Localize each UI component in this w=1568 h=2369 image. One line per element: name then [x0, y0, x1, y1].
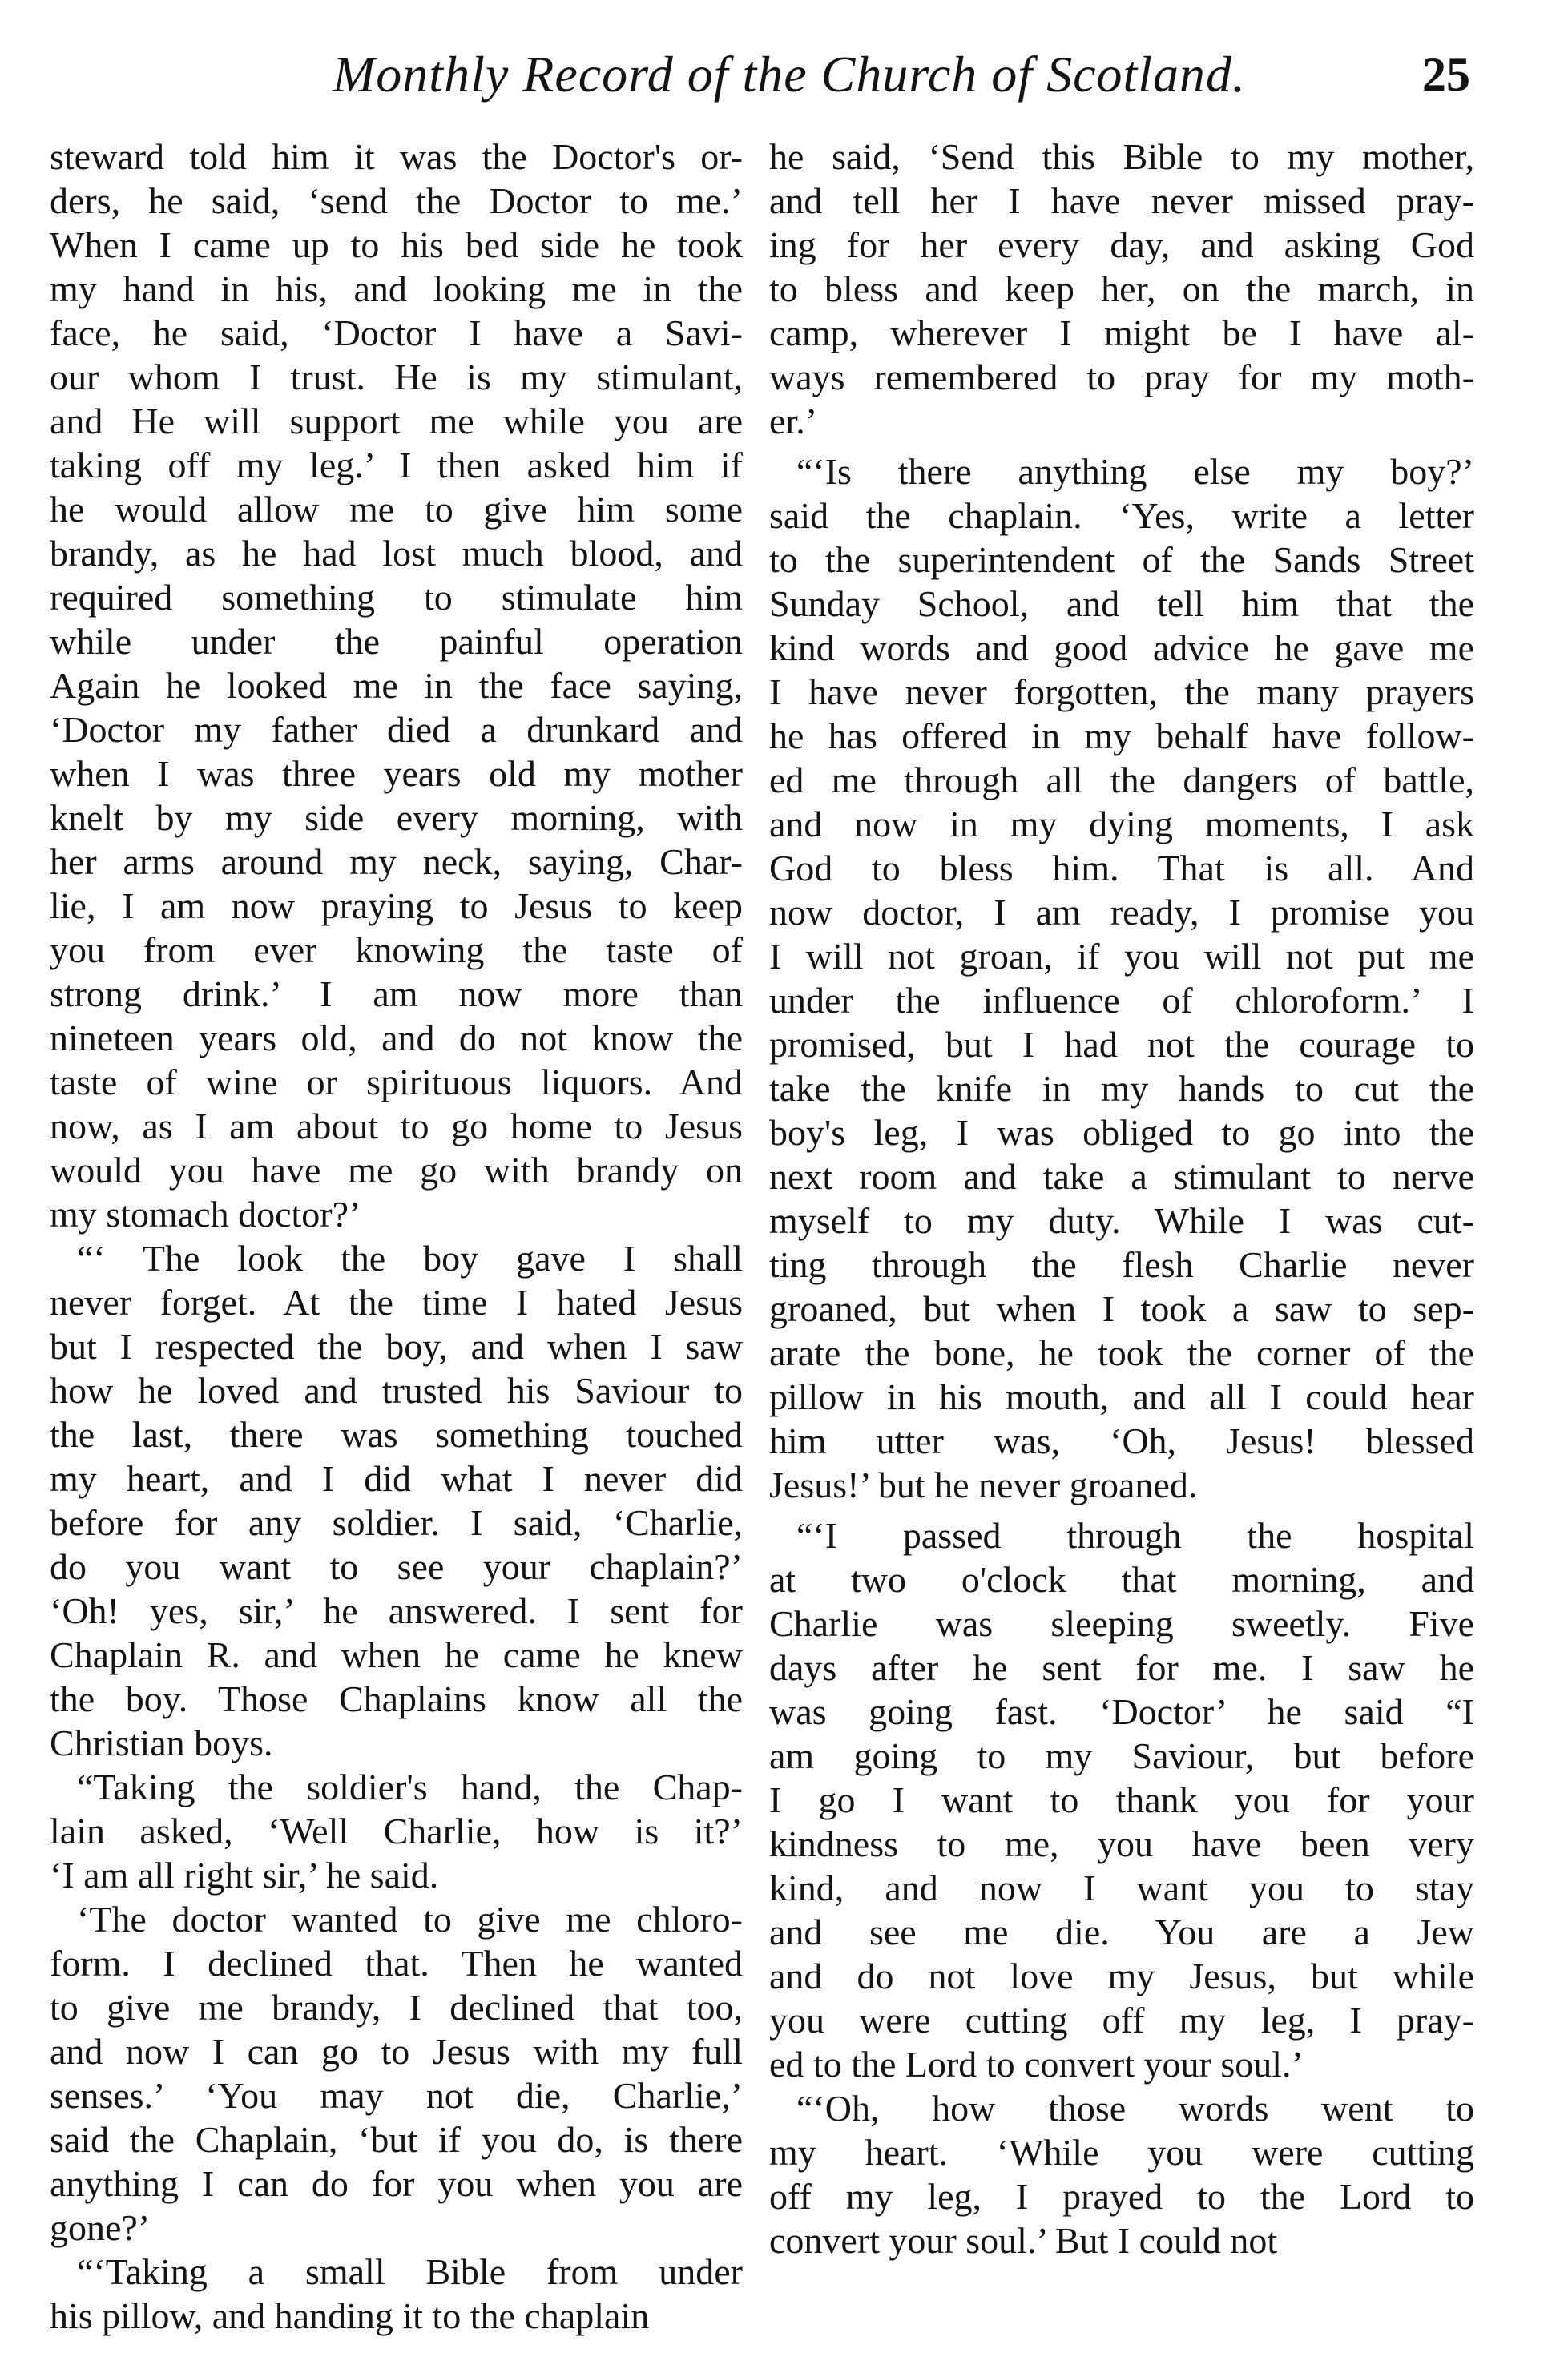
text-line: my stomach doctor?’: [50, 1194, 361, 1235]
text-line: lain asked, ‘Well Charlie, how is it?’: [50, 1811, 743, 1851]
text-line: and do not love my Jesus, but while: [769, 1956, 1474, 1996]
text-line: and He will support me while you are: [50, 401, 743, 441]
text-line: his pillow, and handing it to the chaplain: [50, 2295, 650, 2336]
text-line: before for any soldier. I said, ‘Charlie,: [50, 1502, 743, 1543]
left-text-column: [50, 135, 743, 2338]
text-line: myself to my duty. While I was cut-: [769, 1200, 1474, 1241]
text-line: ways remembered to pray for my moth-: [769, 357, 1474, 397]
text-line: “‘I passed through the hospital: [796, 1515, 1474, 1556]
text-line: do you want to see your chaplain?’: [50, 1546, 743, 1587]
text-line: nineteen years old, and do not know the: [50, 1017, 743, 1058]
text-line: anything I can do for you when you are: [50, 2163, 743, 2204]
text-line: Charlie was sleeping sweetly. Five: [769, 1603, 1474, 1644]
text-line: but I respected the boy, and when I saw: [50, 1326, 743, 1367]
text-line: Sunday School, and tell him that the: [769, 583, 1474, 624]
text-line: and tell her I have never missed pray-: [769, 180, 1474, 221]
text-line: am going to my Saviour, but before: [769, 1735, 1474, 1776]
running-header-title: Monthly Record of the Church of Scotland.: [332, 46, 1247, 103]
text-line: ing for her every day, and asking God: [769, 224, 1474, 265]
text-line: kind words and good advice he gave me: [769, 627, 1474, 668]
text-line: the boy. Those Chaplains know all the: [50, 1678, 743, 1719]
text-line: ting through the flesh Charlie never: [769, 1244, 1474, 1285]
text-line: lie, I am now praying to Jesus to keep: [50, 885, 743, 926]
text-line: “Taking the soldier's hand, the Chap-: [77, 1767, 743, 1807]
text-line: senses.’ ‘You may not die, Charlie,’: [50, 2075, 743, 2116]
text-line: my heart, and I did what I never did: [50, 1458, 743, 1499]
text-line: “‘Is there anything else my boy?’: [796, 451, 1474, 492]
text-line: taking off my leg.’ I then asked him if: [50, 445, 743, 485]
text-line: promised, but I had not the courage to: [769, 1024, 1474, 1065]
text-line: to bless and keep her, on the march, in: [769, 268, 1474, 309]
text-line: boy's leg, I was obliged to go into the: [769, 1112, 1474, 1153]
text-line: er.’: [769, 401, 818, 441]
text-line: the last, there was something touched: [50, 1414, 743, 1455]
text-line: Again he looked me in the face saying,: [50, 665, 743, 706]
text-line: kindness to me, you have been very: [769, 1823, 1474, 1864]
text-line: her arms around my neck, saying, Char-: [50, 841, 743, 882]
text-line: said the chaplain. ‘Yes, write a letter: [769, 495, 1474, 536]
text-line: kind, and now I want you to stay: [769, 1867, 1474, 1908]
text-line: convert your soul.’ But I could not: [769, 2220, 1278, 2261]
text-line: groaned, but when I took a saw to sep-: [769, 1288, 1474, 1329]
text-line: while under the painful operation: [50, 621, 743, 662]
text-line: face, he said, ‘Doctor I have a Savi-: [50, 312, 743, 353]
right-text-column: [769, 135, 1474, 2262]
text-line: and now in my dying moments, I ask: [769, 804, 1474, 844]
text-line: when I was three years old my mother: [50, 753, 743, 794]
text-line: Chaplain R. and when he came he knew: [50, 1634, 743, 1675]
text-line: and now I can go to Jesus with my full: [50, 2031, 743, 2072]
text-line: next room and take a stimulant to nerve: [769, 1156, 1474, 1197]
text-line: would you have me go with brandy on: [50, 1150, 743, 1191]
text-line: “‘Oh, how those words went to: [796, 2088, 1474, 2129]
text-line: I go I want to thank you for your: [769, 1779, 1474, 1820]
text-line: “‘ The look the boy gave I shall: [77, 1238, 743, 1279]
text-line: taste of wine or spirituous liquors. And: [50, 1062, 743, 1102]
text-line: under the influence of chloroform.’ I: [769, 980, 1474, 1021]
text-line: now doctor, I am ready, I promise you: [769, 892, 1474, 933]
text-line: off my leg, I prayed to the Lord to: [769, 2176, 1474, 2217]
text-line: When I came up to his bed side he took: [50, 224, 743, 265]
text-line: knelt by my side every morning, with: [50, 797, 743, 838]
text-line: ‘Oh! yes, sir,’ he answered. I sent for: [50, 1590, 743, 1631]
text-line: you were cutting off my leg, I pray-: [769, 2000, 1474, 2041]
text-line: God to bless him. That is all. And: [769, 848, 1474, 888]
text-line: you from ever knowing the taste of: [50, 929, 743, 970]
text-line: brandy, as he had lost much blood, and: [50, 533, 743, 574]
text-line: my heart. ‘While you were cutting: [769, 2132, 1474, 2173]
text-line: our whom I trust. He is my stimulant,: [50, 357, 743, 397]
text-line: he has offered in my behalf have follow-: [769, 715, 1474, 756]
text-line: ‘I am all right sir,’ he said.: [50, 1855, 439, 1896]
text-line: he said, ‘Send this Bible to my mother,: [769, 136, 1474, 177]
text-line: was going fast. ‘Doctor’ he said “I: [769, 1691, 1474, 1732]
text-line: ed me through all the dangers of battle,: [769, 759, 1474, 800]
text-line: ‘Doctor my father died a drunkard and: [50, 709, 743, 750]
text-line: ed to the Lord to convert your soul.’: [769, 2044, 1304, 2085]
text-line: ‘The doctor wanted to give me chloro-: [77, 1899, 743, 1940]
text-line: Jesus!’ but he never groaned.: [769, 1465, 1198, 1505]
text-line: him utter was, ‘Oh, Jesus! blessed: [769, 1420, 1474, 1461]
text-line: my hand in his, and looking me in the: [50, 268, 743, 309]
text-line: “‘Taking a small Bible from under: [77, 2251, 743, 2292]
text-line: days after he sent for me. I saw he: [769, 1647, 1474, 1688]
text-line: camp, wherever I might be I have al-: [769, 312, 1474, 353]
text-line: steward told him it was the Doctor's or-: [50, 136, 743, 177]
text-line: he would allow me to give him some: [50, 489, 743, 530]
text-line: required something to stimulate him: [50, 577, 743, 618]
text-line: now, as I am about to go home to Jesus: [50, 1106, 743, 1146]
page-number: 25: [1422, 48, 1470, 101]
text-line: arate the bone, he took the corner of the: [769, 1332, 1474, 1373]
text-line: gone?’: [50, 2207, 151, 2248]
text-line: ders, he said, ‘send the Doctor to me.’: [50, 180, 743, 221]
text-line: I will not groan, if you will not put me: [769, 936, 1474, 977]
text-line: never forget. At the time I hated Jesus: [50, 1282, 743, 1323]
text-line: take the knife in my hands to cut the: [769, 1068, 1474, 1109]
text-line: Christian boys.: [50, 1722, 273, 1763]
text-line: how he loved and trusted his Saviour to: [50, 1370, 743, 1411]
text-line: at two o'clock that morning, and: [769, 1559, 1474, 1600]
text-line: I have never forgotten, the many prayers: [769, 671, 1474, 712]
text-line: pillow in his mouth, and all I could hear: [769, 1376, 1474, 1417]
text-line: said the Chaplain, ‘but if you do, is there: [50, 2119, 743, 2160]
text-line: form. I declined that. Then he wanted: [50, 1943, 743, 1984]
text-line: strong drink.’ I am now more than: [50, 973, 743, 1014]
text-line: to give me brandy, I declined that too,: [50, 1987, 743, 2028]
text-line: and see me die. You are a Jew: [769, 1912, 1474, 1952]
text-line: to the superintendent of the Sands Street: [769, 539, 1474, 580]
